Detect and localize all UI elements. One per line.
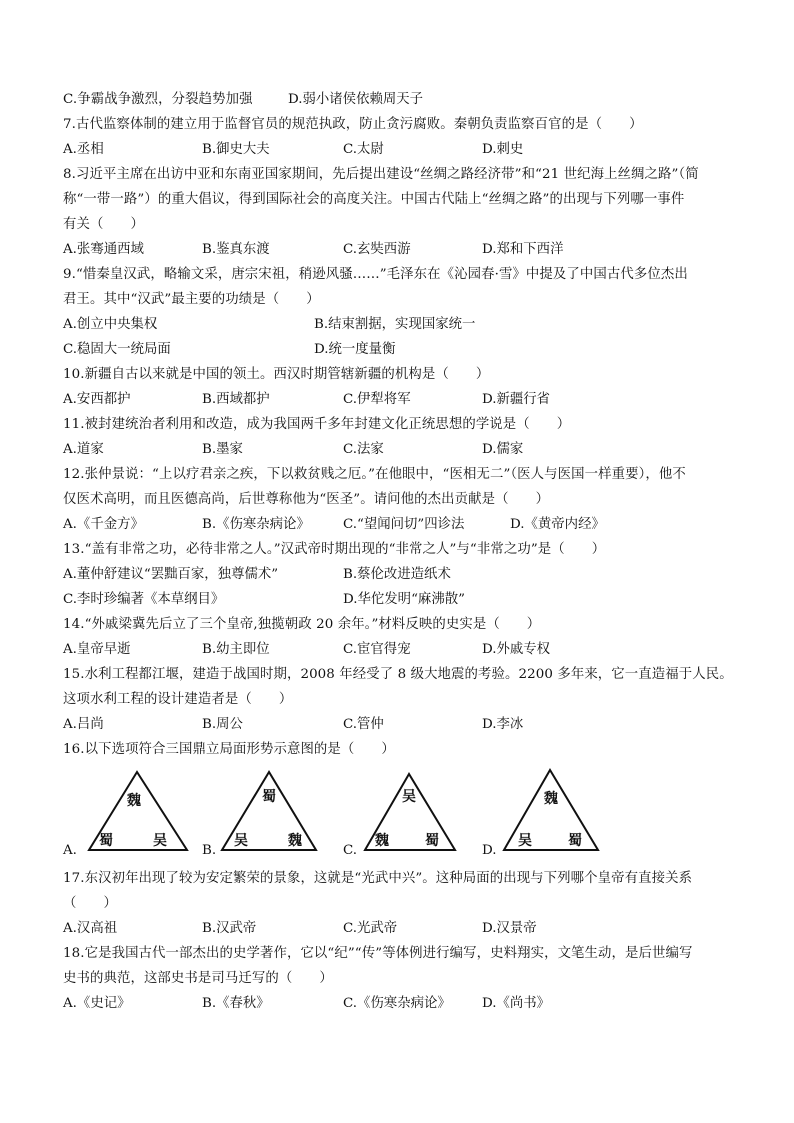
q13-option-a: A.董仲舒建议“罢黜百家，独尊儒术” <box>63 567 279 582</box>
diagram-d-left: 吴 <box>518 833 532 849</box>
question-14: 14.“外戚梁冀先后立了三个皇帝,独揽朝政 20 余年。”材料反映的史实是（ ） <box>63 617 541 632</box>
q15-option-c: C.管仲 <box>343 717 384 732</box>
q10-option-d: D.新疆行省 <box>482 392 551 407</box>
q9-option-d: D.统一度量衡 <box>314 342 396 357</box>
q11-option-b: B.墨家 <box>202 442 243 457</box>
diagram-a-letter: A. <box>63 843 77 858</box>
q15-option-a: A.吕尚 <box>63 717 104 732</box>
diagram-option-b <box>202 768 342 858</box>
q12-option-a: A.《千金方》 <box>63 517 144 532</box>
q11-option-c: C.法家 <box>343 442 384 457</box>
question-15-line1: 15.水利工程都江堰，建造于战国时期，2008 年经受了 8 级大地震的考验。2200 多年来，它一直造福于人民。 <box>63 667 733 682</box>
q18-option-d: D.《尚书》 <box>482 996 551 1011</box>
question-15-line2: 这项水利工程的设计建造者是（ ） <box>63 692 293 707</box>
q8-option-c: C.玄奘西游 <box>343 242 411 257</box>
diagram-c-right: 蜀 <box>425 833 439 849</box>
question-8-line3: 有关（ ） <box>63 217 144 232</box>
q6-option-d: D.弱小诸侯依赖周天子 <box>288 92 424 107</box>
question-12-line2: 仅医术高明，而且医德高尚，后世尊称他为“医圣”。请问他的杰出贡献是（ ） <box>63 492 550 507</box>
diagram-option-c <box>343 768 483 858</box>
triangle-a <box>63 768 203 858</box>
question-16: 16.以下选项符合三国鼎立局面形势示意图的是（ ） <box>63 742 395 757</box>
q17-option-a: A.汉高祖 <box>63 921 118 936</box>
q15-option-d: D.李冰 <box>482 717 524 732</box>
diagram-option-a <box>63 768 203 858</box>
q12-option-b: B.《伤寒杂病论》 <box>202 517 310 532</box>
diagram-c-left: 魏 <box>375 833 389 849</box>
q14-option-c: C.宦官得宠 <box>343 642 411 657</box>
q17-option-b: B.汉武帝 <box>202 921 257 936</box>
question-10: 10.新疆自古以来就是中国的领土。西汉时期管辖新疆的机构是（ ） <box>63 367 490 382</box>
q9-option-a: A.创立中央集权 <box>63 317 158 332</box>
q14-option-b: B.幼主即位 <box>202 642 270 657</box>
triangle-c <box>343 768 483 858</box>
q6-option-c: C.争霸战争激烈，分裂趋势加强 <box>63 92 253 107</box>
q8-option-d: D.郑和下西洋 <box>482 242 564 257</box>
q8-option-b: B.鉴真东渡 <box>202 242 270 257</box>
question-13: 13.“盖有非常之功，必待非常之人。”汉武帝时期出现的“非常之人”与“非常之功”是（ ） <box>63 542 606 557</box>
q13-option-c: C.李时珍编著《本草纲目》 <box>63 592 225 607</box>
diagram-a-top: 魏 <box>127 793 141 809</box>
question-8-line1: 8.习近平主席在出访中亚和东南亚国家期间，先后提出建设“丝绸之路经济带”和“21 世纪海上丝绸之路”（简 <box>63 167 699 182</box>
q17-option-c: C.光武帝 <box>343 921 398 936</box>
diagram-b-top: 蜀 <box>262 789 276 805</box>
question-8-line2: 称“一带一路”）的重大倡议，得到国际社会的高度关注。中国古代陆上“丝绸之路”的出现与下列哪一事件 <box>63 192 685 207</box>
q18-option-c: C.《伤寒杂病论》 <box>343 996 451 1011</box>
question-18-line1: 18.它是我国古代一部杰出的史学著作，它以“纪”“传”等体例进行编写，史料翔实，文笔生动，是后世编写 <box>63 946 693 961</box>
q7-option-d: D.刺史 <box>482 142 524 157</box>
q13-option-b: B.蔡伦改进造纸术 <box>343 567 451 582</box>
question-17-line2: （ ） <box>63 896 117 911</box>
q10-option-a: A.安西都护 <box>63 392 131 407</box>
q8-option-a: A.张骞通西域 <box>63 242 144 257</box>
diagram-b-letter: B. <box>202 843 217 858</box>
diagram-c-top: 吴 <box>402 789 416 805</box>
question-9-line2: 君王。其中“汉武”最主要的功绩是（ ） <box>63 292 320 307</box>
q18-option-b: B.《春秋》 <box>202 996 270 1011</box>
question-9-line1: 9.“惜秦皇汉武，略输文采，唐宗宋祖，稍逊风骚……”毛泽东在《沁园春·雪》中提及了中国古代多位杰出 <box>63 267 688 282</box>
q15-option-b: B.周公 <box>202 717 243 732</box>
diagram-b-right: 魏 <box>288 833 302 849</box>
q14-option-a: A.皇帝早逝 <box>63 642 131 657</box>
q12-option-c: C.“望闻问切”四诊法 <box>343 517 465 532</box>
diagram-d-letter: D. <box>482 843 497 858</box>
diagram-a-left: 蜀 <box>99 833 113 849</box>
q11-option-a: A.道家 <box>63 442 104 457</box>
q14-option-d: D.外戚专权 <box>482 642 551 657</box>
diagram-c-letter: C. <box>343 843 358 858</box>
triangle-d <box>482 768 622 858</box>
q9-option-b: B.结束割据，实现国家统一 <box>314 317 476 332</box>
question-11: 11.被封建统治者利用和改造，成为我国两千多年封建文化正统思想的学说是（ ） <box>63 417 571 432</box>
q10-option-c: C.伊犁将军 <box>343 392 411 407</box>
diagram-d-right: 蜀 <box>568 833 582 849</box>
diagram-d-top: 魏 <box>544 791 558 807</box>
q7-option-a: A.丞相 <box>63 142 104 157</box>
q10-option-b: B.西域都护 <box>202 392 270 407</box>
q12-option-d: D.《黄帝内经》 <box>510 517 605 532</box>
question-7: 7.古代监察体制的建立用于监督官员的规范执政，防止贪污腐败。秦朝负责监察百官的是（ ） <box>63 117 643 132</box>
question-18-line2: 史书的典范，这部史书是司马迁写的（ ） <box>63 971 333 986</box>
q13-option-d: D.华佗发明“麻沸散” <box>343 592 465 607</box>
q7-option-c: C.太尉 <box>343 142 384 157</box>
q18-option-a: A.《史记》 <box>63 996 131 1011</box>
q7-option-b: B.御史大夫 <box>202 142 270 157</box>
question-12-line1: 12.张仲景说：“上以疗君亲之疾，下以救贫贱之厄。”在他眼中，“医相无二”（医人与医国一样重要），他不 <box>63 467 686 482</box>
q11-option-d: D.儒家 <box>482 442 524 457</box>
diagram-b-left: 吴 <box>234 833 248 849</box>
diagram-option-d <box>482 768 622 858</box>
q17-option-d: D.汉景帝 <box>482 921 537 936</box>
q9-option-c: C.稳固大一统局面 <box>63 342 171 357</box>
diagram-a-right: 吴 <box>153 833 167 849</box>
triangle-b <box>202 768 342 858</box>
question-17-line1: 17.东汉初年出现了较为安定繁荣的景象，这就是“光武中兴”。这种局面的出现与下列哪个皇帝有直接关系 <box>63 871 693 886</box>
